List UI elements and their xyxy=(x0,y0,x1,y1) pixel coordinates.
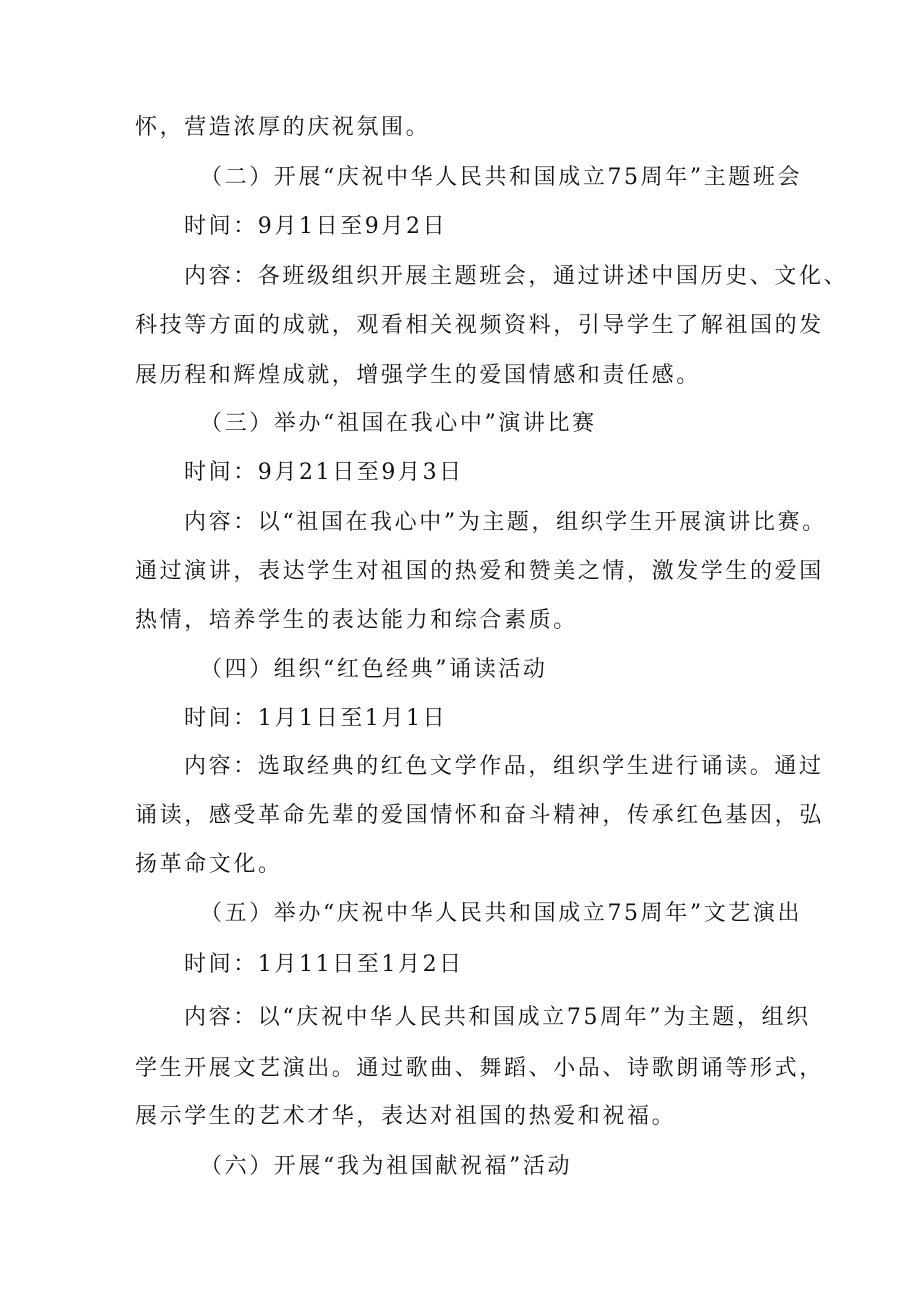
date-line: 时间：1月11日至1月2日 xyxy=(184,952,464,977)
section-heading: （四）组织“红色经典”诵读活动 xyxy=(200,657,548,682)
paragraph-line: 诵读，感受革命先辈的爱国情怀和奋斗精神，传承红色基因，弘 xyxy=(135,803,824,828)
paragraph-line: 展历程和辉煌成就，增强学生的爱国情感和责任感。 xyxy=(135,363,701,388)
section-heading: （三）举办“祖国在我心中”演讲比赛 xyxy=(200,411,597,436)
paragraph-line: 学生开展文艺演出。通过歌曲、舞蹈、小品、诗歌朗诵等形式， xyxy=(135,1056,824,1081)
paragraph-line: 内容：选取经典的红色文学作品，组织学生进行诵读。通过 xyxy=(184,754,824,779)
paragraph-line: 展示学生的艺术才华，表达对祖国的热爱和祝福。 xyxy=(135,1104,677,1129)
date-line: 时间：9月1日至9月2日 xyxy=(184,214,448,239)
section-heading: （五）举办“庆祝中华人民共和国成立75周年”文艺演出 xyxy=(200,901,803,926)
date-line: 时间：9月21日至9月3日 xyxy=(184,460,464,485)
paragraph-line: 科技等方面的成就，观看相关视频资料，引导学生了解祖国的发 xyxy=(135,313,824,338)
paragraph-line: 怀，营造浓厚的庆祝氛围。 xyxy=(135,115,431,140)
paragraph-line: 内容：以“祖国在我心中”为主题，组织学生开展演讲比赛。 xyxy=(184,510,827,535)
date-line: 时间：1月1日至1月1日 xyxy=(184,706,448,731)
paragraph-line: 通过演讲，表达学生对祖国的热爱和赞美之情，激发学生的爱国 xyxy=(135,559,824,584)
paragraph-line: 内容：以“庆祝中华人民共和国成立75周年”为主题，组织 xyxy=(184,1005,811,1030)
section-heading: （六）开展“我为祖国献祝福”活动 xyxy=(200,1154,573,1179)
paragraph-line: 内容：各班级组织开展主题班会，通过讲述中国历史、文化、 xyxy=(184,264,849,289)
paragraph-line: 热情，培养学生的表达能力和综合素质。 xyxy=(135,608,578,633)
paragraph-line: 扬革命文化。 xyxy=(135,852,283,877)
section-heading: （二）开展“庆祝中华人民共和国成立75周年”主题班会 xyxy=(200,165,803,190)
